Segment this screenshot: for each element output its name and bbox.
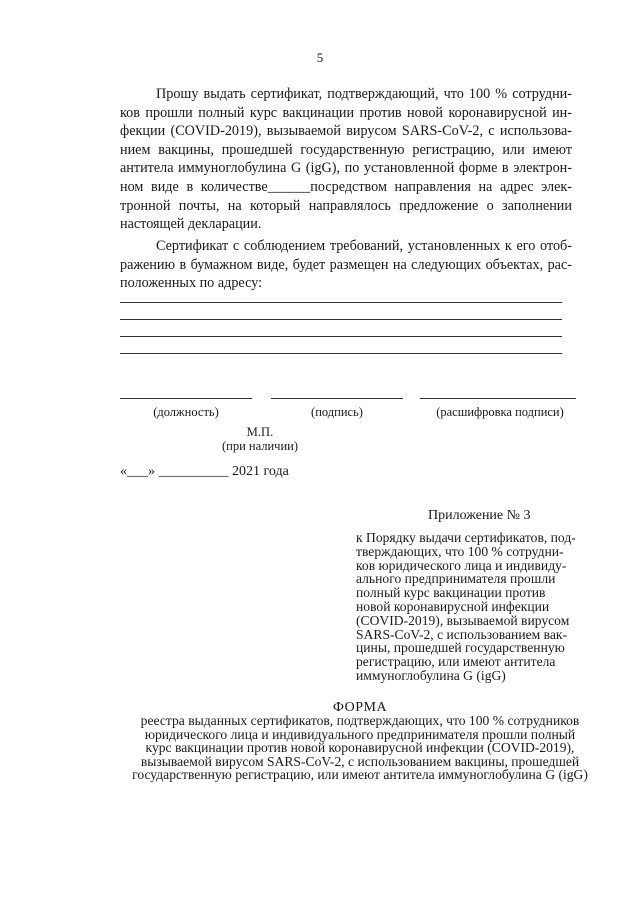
date-close-quote: » [148,464,155,479]
position-label: (должность) [153,405,219,419]
form-line: вызываемой вирусом SARS-CoV-2, с использованием вакцины, прошедшей [140,753,580,769]
appendix-line: цины, прошедшей государственную [356,640,565,656]
form-line: юридического лица и индивидуального предпринимателя прошли полный [144,726,576,742]
date-day-blank[interactable]: ___ [127,464,148,479]
stamp-mark: М.П. [246,425,274,439]
appendix-line: ального предпринимателя прошли [356,571,556,587]
paragraph-line: тронной почты, на который направлялось предложение о заполнении [120,197,572,214]
appendix-line: ков юридического лица и индивиду- [356,557,567,573]
form-line: реестра выданных сертификатов, подтверждающих, что 100 % сотрудников [140,713,580,728]
request-paragraph [120,85,572,234]
form-heading: ФОРМА [332,700,388,715]
appendix-line: тверждающих, что 100 % сотрудни- [356,543,564,559]
appendix-line: регистрацию, или имеют антитела [356,654,556,670]
address-line[interactable] [120,336,562,337]
certificate-paragraph [120,237,572,293]
appendix-line: полный курс вакцинации против [356,585,546,601]
appendix-description [356,531,596,683]
paragraph-line: положенных по адресу: [120,275,263,292]
paragraph-line: ном виде в количестве______посредством направления на адрес элек- [120,178,572,195]
position-line[interactable] [120,398,252,399]
signature-line[interactable] [271,398,403,399]
stamp-note: (при наличии) [221,439,299,453]
appendix-title: Приложение № 3 [428,508,531,523]
paragraph-line: ражению в бумажном виде, будет размещен на следующих объектах, рас- [120,256,572,273]
paragraph-line: настоящей декларации. [120,216,262,233]
paragraph-line: Прошу выдать сертификат, подтверждающий, что 100 % сотрудни- [156,86,572,102]
appendix-line: (COVID-2019), вызываемой вирусом [356,612,570,628]
appendix-line: иммуноглобулина G (igG) [356,667,506,683]
appendix-line: к Порядку выдачи сертификатов, под- [356,530,576,545]
paragraph-line: нием вакцины, прошедшей государственную регистрацию, или имеют [120,141,572,158]
date-month-blank[interactable]: __________ [158,464,229,479]
date-open-quote: « [120,464,127,479]
paragraph-line: антитела иммуноглобулина G (igG), по установленной форме в электрон- [120,160,572,177]
decoding-line[interactable] [420,398,576,399]
paragraph-line: фекции (COVID-2019), вызываемой вирусом SARS-CoV-2, с использова- [120,123,572,140]
appendix-line: SARS-CoV-2, с использованием вак- [356,626,568,642]
decoding-label: (расшифровка подписи) [436,405,564,419]
address-line[interactable] [120,353,562,354]
paragraph-line: Сертификат с соблюдением требований, установленных к его отоб- [156,238,572,254]
signature-label: (подпись) [311,405,363,419]
address-line[interactable] [120,319,562,320]
form-line: курс вакцинации против новой коронавирусной инфекции (COVID-2019), [145,740,575,756]
paragraph-line: ков прошли полный курс вакцинации против новой коронавирусной ин- [120,104,572,121]
date-line [120,464,289,480]
form-description [115,714,605,782]
form-line: государственную регистрацию, или имеют антитела иммуноглобулина G (igG) [132,767,588,783]
appendix-line: новой коронавирусной инфекции [356,598,550,614]
date-year: 2021 года [232,464,289,479]
page-number: 5 [316,50,324,65]
address-line[interactable] [120,302,562,303]
